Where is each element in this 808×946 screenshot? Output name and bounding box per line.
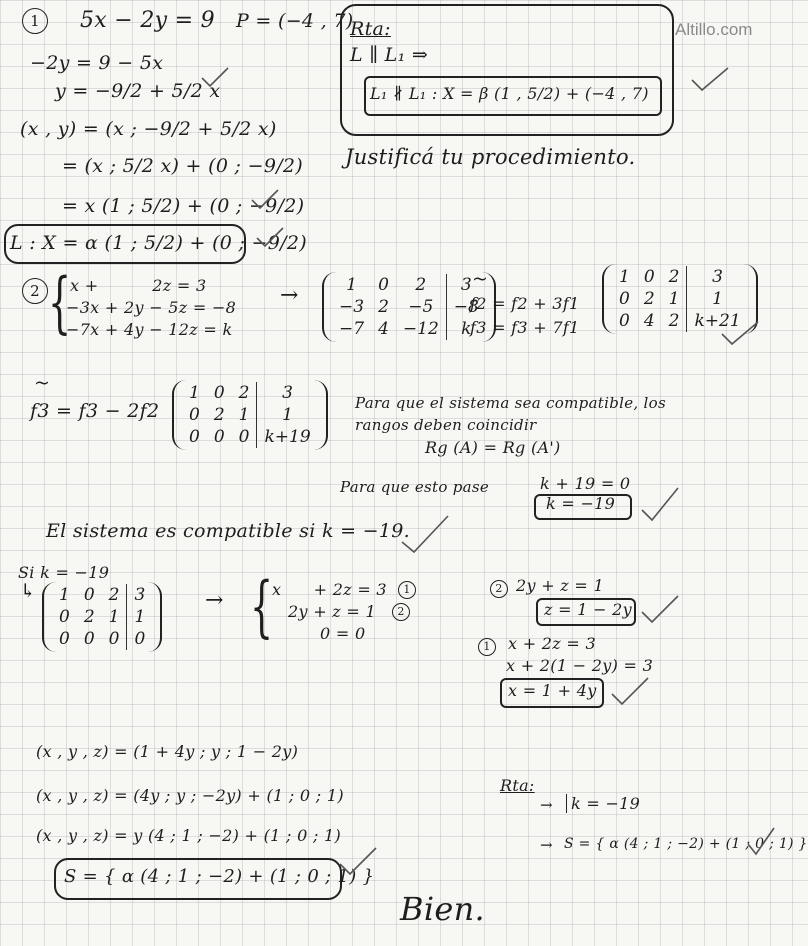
ex2-system-brace: {: [48, 264, 72, 341]
x-result: x = 1 + 4y: [508, 681, 597, 700]
ex1-step-2: y = −9/2 + 5/2 x: [55, 80, 221, 102]
ex2-op-f3-second: f3 = f3 − 2f2: [30, 400, 160, 422]
check-icon: [640, 486, 680, 522]
solution-set: S = { α (4 ; 1 ; −2) + (1 ; 0 ; 1) }: [64, 866, 375, 887]
ex2-note-2: Para que esto pase: [340, 478, 490, 496]
ex2-system-eq2: −3x + 2y − 5z = −8: [66, 298, 237, 317]
check-icon: [255, 226, 285, 248]
param-line-3: (x , y , z) = y (4 ; 1 ; −2) + (1 ; 0 ; 1): [36, 826, 342, 845]
rta-k: k = −19: [566, 794, 640, 813]
z-result: z = 1 − 2y: [544, 600, 632, 619]
arrow-right-icon: →: [205, 588, 224, 613]
reduced-system-brace: {: [250, 568, 274, 645]
check-icon: [200, 66, 230, 88]
matrix-4: 1 0 2 3 0 2 1 1 0 0 0 0: [42, 582, 162, 652]
check-icon: [338, 846, 378, 876]
ex2-note-line1: Para que el sistema sea compatible, los: [355, 394, 666, 412]
ex2-system-eq1: x + 2z = 3: [70, 276, 207, 295]
ex2-si-label: Si k = −19: [18, 563, 110, 582]
ex1-step-3: (x , y) = (x ; −9/2 + 5/2 x): [20, 118, 277, 140]
ex1-teacher-comment: Justificá tu procedimiento.: [345, 145, 636, 169]
matrix-2: 1 0 2 3 0 2 1 1 0 4 2 k+21: [602, 264, 758, 334]
reduced-eq1: x + 2z = 3: [272, 580, 387, 599]
ex2-k-result: k = −19: [546, 494, 616, 513]
check-icon: [250, 188, 280, 210]
ex2-note-line2: rangos deben coincidir: [355, 416, 537, 434]
check-icon: [690, 66, 730, 92]
circled-2-right: 2: [490, 580, 508, 598]
ex2-system-eq3: −7x + 4y − 12z = k: [66, 320, 233, 339]
check-icon: [640, 594, 680, 624]
param-line-1: (x , y , z) = (1 + 4y ; y ; 1 − 2y): [36, 742, 299, 761]
equivalence-icon: ~: [34, 372, 51, 394]
ex1-answer-line1: L ∥ L₁ ⇒: [350, 44, 429, 66]
ex1-step-5: = x (1 ; 5/2) + (0 ; −9/2): [62, 195, 305, 217]
ex1-equation: 5x − 2y = 9: [80, 8, 215, 33]
rta-s: S = { α (4 ; 1 ; −2) + (1 ; 0 ; 1) }: [564, 836, 808, 852]
check-icon: [400, 514, 450, 554]
check-icon: [720, 320, 760, 346]
watermark: Altillo.com: [675, 20, 753, 39]
ex2-op-f3: f3 = f3 + 7f1: [470, 318, 580, 337]
eq-2y-z: 2y + z = 1: [516, 576, 604, 595]
matrix-3: 1 0 2 3 0 2 1 1 0 0 0 k+19: [172, 380, 328, 450]
matrix-1: 1 0 2 3 −3 2 −5 −8 −7 4 −12 k: [322, 272, 496, 342]
ex2-conclusion: El sistema es compatible si k = −19.: [46, 520, 410, 542]
ex1-step-4: = (x ; 5/2 x) + (0 ; −9/2): [62, 155, 304, 177]
reduced-eq3: 0 = 0: [320, 624, 366, 643]
eq-x-2z: x + 2z = 3: [508, 634, 596, 653]
teacher-remark: Bien.: [400, 890, 485, 928]
arrow-right-icon: →: [540, 836, 553, 854]
param-line-2: (x , y , z) = (4y ; y ; −2y) + (1 ; 0 ; 1): [36, 786, 344, 805]
equivalence-icon: ~: [472, 268, 489, 290]
eq-substitution: x + 2(1 − 2y) = 3: [506, 656, 654, 675]
ex1-number: 1: [22, 8, 48, 34]
ex2-number: 2: [22, 278, 48, 304]
ex1-step-1: −2y = 9 − 5x: [30, 52, 164, 74]
ex1-answer-label: Rta:: [350, 18, 391, 40]
rta-label: Rta:: [500, 776, 535, 795]
reduced-eq2: 2y + z = 1: [288, 602, 376, 621]
arrow-right-icon: →: [540, 796, 553, 814]
ex1-result-line: L : X = α (1 ; 5/2) + (0 ; −9/2): [10, 232, 307, 254]
check-icon: [610, 676, 650, 706]
circled-1-right: 1: [478, 638, 496, 656]
return-arrow-icon: ↳: [20, 580, 37, 602]
check-icon: [746, 826, 776, 856]
circled-2: 2: [392, 603, 410, 621]
arrow-right-icon: →: [280, 283, 299, 308]
ex2-condition: k + 19 = 0: [540, 474, 631, 493]
ex1-point: P = (−4 , 7): [236, 10, 354, 32]
ex2-op-f2: f2 = f2 + 3f1: [470, 294, 580, 313]
circled-1: 1: [398, 581, 416, 599]
ex2-note-rank: Rg (A) = Rg (A'): [425, 438, 561, 457]
ex1-answer-line2: L₁ ∦ L₁ : X = β (1 , 5/2) + (−4 , 7): [370, 84, 649, 103]
